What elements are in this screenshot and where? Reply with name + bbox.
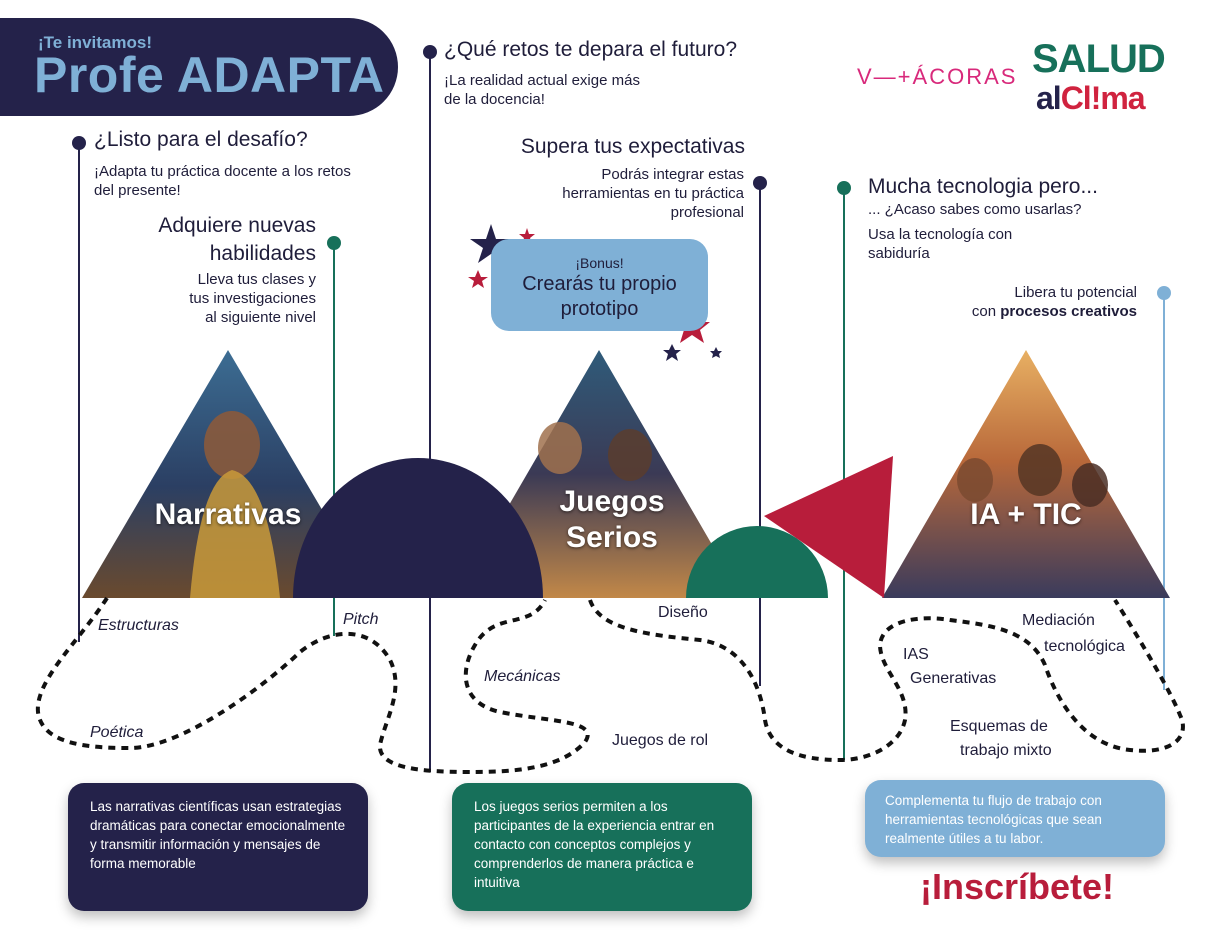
timeline-dot [837, 181, 851, 195]
alclima-logo [1036, 80, 1145, 117]
habilidades-body-1: Lleva tus clases y [197, 271, 316, 288]
ia-description: Complementa tu flujo de trabajo con herramientas tecnológicas que sean realmente útiles a tu labor. [865, 780, 1165, 857]
futuro-heading: ¿Qué retos te depara el futuro? [444, 38, 738, 61]
timeline-dot [1157, 286, 1171, 300]
libera-body-2-bold: procesos creativos [1000, 303, 1137, 320]
inscribete-cta[interactable]: ¡Inscríbete! [920, 866, 1115, 907]
libera-body-1: Libera tu potencial [1014, 284, 1137, 301]
bonus-card [491, 239, 708, 331]
mecanicas-label: Mecánicas [484, 668, 561, 685]
al-text: al [1036, 80, 1061, 116]
ias-label-2: Generativas [910, 670, 997, 687]
juegos-description: Los juegos serios permiten a los participantes de la experiencia entrar en contacto con conceptos complejos y comprenderlos de manera práctica e intuitiva [452, 783, 752, 911]
esquemas-label-1: Esquemas de [950, 718, 1048, 735]
diseno-label: Diseño [658, 604, 708, 621]
juegos-rol-label: Juegos de rol [612, 732, 709, 749]
timeline-dot [72, 136, 86, 150]
tecnologia-heading: Mucha tecnologia pero... [868, 175, 1098, 198]
ias-label-1: IAS [903, 646, 929, 663]
habilidades-body-3: al siguiente nivel [205, 309, 316, 326]
listo-body: ¡Adapta tu práctica docente a los retos del presente! [94, 163, 351, 199]
juegos-label-2: Serios [566, 521, 658, 554]
mediacion-label-2: tecnológica [1044, 638, 1125, 655]
habilidades-body-2: tus investigaciones [189, 290, 316, 307]
pitch-label: Pitch [343, 611, 379, 628]
tecnologia-body-1: Usa la tecnología con [868, 226, 1013, 243]
narrativas-description: Las narrativas científicas usan estrategias dramáticas para conectar emocionalmente y transmitir información y mensajes de forma memorable [68, 783, 368, 911]
esquemas-label-2: trabajo mixto [960, 742, 1052, 759]
page-title: Profe ADAPTA [34, 47, 385, 103]
clima-text: Cl!ma [1060, 80, 1145, 116]
supera-heading: Supera tus expectativas [520, 135, 745, 158]
libera-body-2-pre: con [971, 303, 1001, 320]
star-icon [663, 344, 681, 361]
supera-body-2: herramientas en tu práctica [562, 185, 744, 202]
listo-heading: ¿Listo para el desafío? [94, 128, 308, 151]
libera-body-2 [900, 302, 1137, 321]
bonus-line-1: Crearás tu propio [522, 273, 677, 295]
vitacoras-logo: V—+ÁCORAS [857, 64, 1018, 89]
poetica-label: Poética [90, 724, 144, 741]
habilidades-heading-2: habilidades [209, 242, 316, 265]
tecnologia-sub: ... ¿Acaso sabes como usarlas? [868, 201, 1082, 218]
supera-body-1: Podrás integrar estas [601, 166, 744, 183]
star-icon [468, 270, 488, 288]
navy-semicircle [293, 458, 543, 598]
supera-body-3: profesional [670, 204, 744, 221]
futuro-body-1: ¡La realidad actual exige más [444, 72, 640, 89]
timeline-dot [753, 176, 767, 190]
star-icon [710, 347, 722, 358]
juegos-label-1: Juegos [559, 485, 665, 518]
salud-logo: SALUD [1032, 37, 1165, 81]
bonus-label: ¡Bonus! [575, 255, 624, 271]
juegos-label [520, 484, 704, 556]
estructuras-label: Estructuras [98, 617, 179, 634]
mediacion-label-1: Mediación [1022, 612, 1095, 629]
timeline-dot [423, 45, 437, 59]
futuro-body-2: de la docencia! [444, 91, 545, 108]
tecnologia-body-2: sabiduría [868, 245, 930, 262]
narrativas-label: Narrativas [154, 498, 302, 531]
invite-text: ¡Te invitamos! [38, 33, 152, 52]
bonus-line-2: prototipo [560, 298, 639, 320]
habilidades-heading-1: Adquiere nuevas [158, 214, 316, 237]
ia-label: IA + TIC [970, 498, 1082, 531]
timeline-dot [327, 236, 341, 250]
